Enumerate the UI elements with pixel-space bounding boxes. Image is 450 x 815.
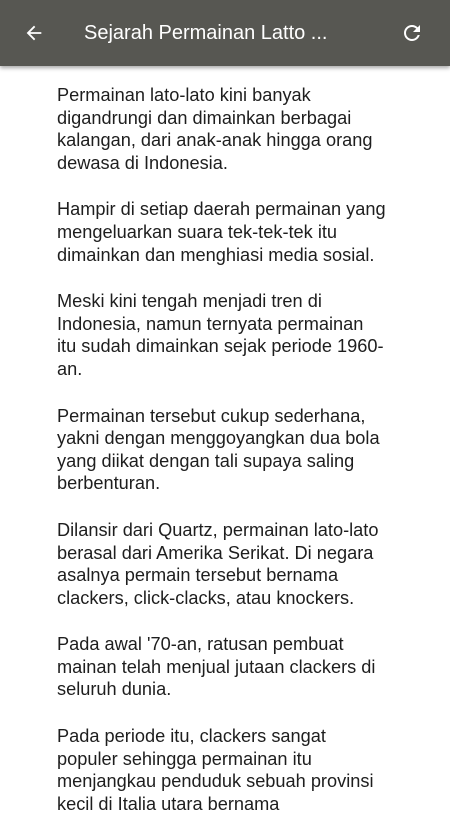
back-button[interactable] <box>14 13 54 53</box>
refresh-icon <box>400 21 424 45</box>
article-paragraph: Meski kini tengah menjadi tren di Indonesia, namun ternyata permainan itu sudah dimainkan sejak periode 1960-an. <box>57 291 384 379</box>
article-paragraph: Pada periode itu, clackers sangat populer sehingga permainan itu menjangkau penduduk sebuah provinsi kecil di Italia utara bernama <box>57 726 374 814</box>
page-title: Sejarah Permainan Latto ... <box>84 22 328 44</box>
app-bar <box>0 0 450 66</box>
article-paragraph: Dilansir dari Quartz, permainan lato-lato berasal dari Amerika Serikat. Di negara asalnya permain tersebut bernama clackers, click-clacks, atau knockers. <box>57 519 379 608</box>
article-content[interactable] <box>0 66 450 814</box>
article-paragraph: Hampir di setiap daerah permainan yang mengeluarkan suara tek-tek-tek itu dimainkan dan menghiasi media sosial. <box>57 199 386 265</box>
arrow-back-icon <box>23 22 45 44</box>
article-paragraph: Pada awal '70-an, ratusan pembuat mainan telah menjual jutaan clackers di seluruh dunia. <box>57 634 376 700</box>
article-paragraph: Permainan tersebut cukup sederhana, yakni dengan menggoyangkan dua bola yang diikat dengan tali supaya saling berbenturan. <box>57 405 380 494</box>
refresh-button[interactable] <box>392 13 432 53</box>
article-body <box>0 66 450 815</box>
article-paragraph: Permainan lato-lato kini banyak digandrungi dan dimainkan berbagai kalangan, dari anak-anak hingga orang dewasa di Indonesia. <box>57 85 373 173</box>
